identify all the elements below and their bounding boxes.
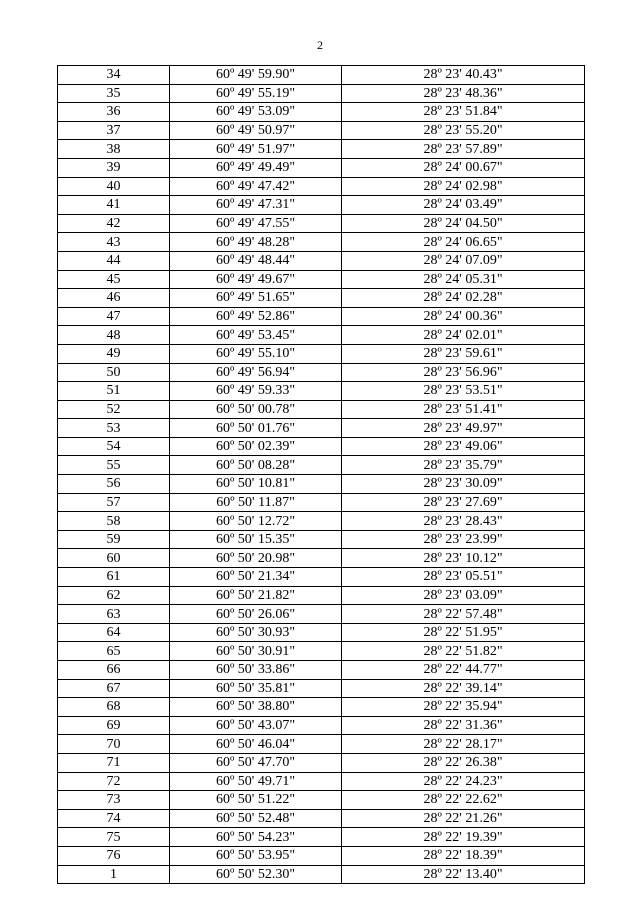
latitude-cell: 60º 49' 47.42" <box>170 177 342 196</box>
table-row <box>58 791 585 810</box>
table-row <box>58 400 585 419</box>
point-number-cell: 67 <box>58 679 170 698</box>
longitude-cell: 28º 23' 53.51" <box>342 382 585 401</box>
point-number-cell: 62 <box>58 586 170 605</box>
table-row <box>58 84 585 103</box>
point-number-cell: 70 <box>58 735 170 754</box>
point-number-cell: 74 <box>58 809 170 828</box>
latitude-cell: 60º 50' 12.72" <box>170 512 342 531</box>
latitude-cell: 60º 50' 51.22" <box>170 791 342 810</box>
table-row <box>58 512 585 531</box>
table-row <box>58 568 585 587</box>
longitude-cell: 28º 22' 22.62" <box>342 791 585 810</box>
latitude-cell: 60º 50' 26.06" <box>170 605 342 624</box>
point-number-cell: 41 <box>58 196 170 215</box>
longitude-cell: 28º 24' 04.50" <box>342 214 585 233</box>
point-number-cell: 36 <box>58 103 170 122</box>
latitude-cell: 60º 50' 20.98" <box>170 549 342 568</box>
table-row <box>58 846 585 865</box>
latitude-cell: 60º 50' 00.78" <box>170 400 342 419</box>
longitude-cell: 28º 24' 00.36" <box>342 307 585 326</box>
table-row <box>58 679 585 698</box>
table-row <box>58 605 585 624</box>
latitude-cell: 60º 50' 46.04" <box>170 735 342 754</box>
latitude-cell: 60º 50' 11.87" <box>170 493 342 512</box>
point-number-cell: 38 <box>58 140 170 159</box>
point-number-cell: 57 <box>58 493 170 512</box>
longitude-cell: 28º 22' 21.26" <box>342 809 585 828</box>
table-row <box>58 419 585 438</box>
latitude-cell: 60º 50' 47.70" <box>170 753 342 772</box>
longitude-cell: 28º 22' 39.14" <box>342 679 585 698</box>
longitude-cell: 28º 22' 57.48" <box>342 605 585 624</box>
longitude-cell: 28º 23' 10.12" <box>342 549 585 568</box>
latitude-cell: 60º 50' 52.30" <box>170 865 342 884</box>
longitude-cell: 28º 23' 40.43" <box>342 66 585 85</box>
table-row <box>58 121 585 140</box>
latitude-cell: 60º 50' 54.23" <box>170 828 342 847</box>
latitude-cell: 60º 50' 30.91" <box>170 642 342 661</box>
point-number-cell: 68 <box>58 698 170 717</box>
table-row <box>58 363 585 382</box>
latitude-cell: 60º 50' 33.86" <box>170 661 342 680</box>
longitude-cell: 28º 22' 51.82" <box>342 642 585 661</box>
point-number-cell: 59 <box>58 530 170 549</box>
longitude-cell: 28º 22' 26.38" <box>342 753 585 772</box>
table-row <box>58 586 585 605</box>
point-number-cell: 64 <box>58 623 170 642</box>
point-number-cell: 43 <box>58 233 170 252</box>
table-row <box>58 623 585 642</box>
latitude-cell: 60º 50' 38.80" <box>170 698 342 717</box>
point-number-cell: 63 <box>58 605 170 624</box>
table-row <box>58 233 585 252</box>
longitude-cell: 28º 23' 05.51" <box>342 568 585 587</box>
latitude-cell: 60º 50' 10.81" <box>170 475 342 494</box>
latitude-cell: 60º 49' 51.97" <box>170 140 342 159</box>
longitude-cell: 28º 23' 55.20" <box>342 121 585 140</box>
point-number-cell: 51 <box>58 382 170 401</box>
point-number-cell: 48 <box>58 326 170 345</box>
latitude-cell: 60º 50' 02.39" <box>170 437 342 456</box>
point-number-cell: 44 <box>58 251 170 270</box>
point-number-cell: 47 <box>58 307 170 326</box>
table-row <box>58 865 585 884</box>
point-number-cell: 1 <box>58 865 170 884</box>
point-number-cell: 58 <box>58 512 170 531</box>
longitude-cell: 28º 24' 02.28" <box>342 289 585 308</box>
table-row <box>58 140 585 159</box>
longitude-cell: 28º 24' 05.31" <box>342 270 585 289</box>
longitude-cell: 28º 22' 18.39" <box>342 846 585 865</box>
table-row <box>58 753 585 772</box>
point-number-cell: 49 <box>58 344 170 363</box>
point-number-cell: 56 <box>58 475 170 494</box>
point-number-cell: 69 <box>58 716 170 735</box>
table-row <box>58 716 585 735</box>
latitude-cell: 60º 49' 55.19" <box>170 84 342 103</box>
table-row <box>58 809 585 828</box>
table-row <box>58 456 585 475</box>
table-row <box>58 530 585 549</box>
latitude-cell: 60º 49' 48.44" <box>170 251 342 270</box>
table-row <box>58 270 585 289</box>
point-number-cell: 35 <box>58 84 170 103</box>
longitude-cell: 28º 23' 30.09" <box>342 475 585 494</box>
point-number-cell: 61 <box>58 568 170 587</box>
table-row <box>58 735 585 754</box>
longitude-cell: 28º 22' 13.40" <box>342 865 585 884</box>
longitude-cell: 28º 22' 19.39" <box>342 828 585 847</box>
latitude-cell: 60º 49' 48.28" <box>170 233 342 252</box>
latitude-cell: 60º 50' 21.34" <box>170 568 342 587</box>
longitude-cell: 28º 22' 51.95" <box>342 623 585 642</box>
point-number-cell: 72 <box>58 772 170 791</box>
longitude-cell: 28º 23' 48.36" <box>342 84 585 103</box>
table-row <box>58 698 585 717</box>
table-row <box>58 177 585 196</box>
latitude-cell: 60º 50' 53.95" <box>170 846 342 865</box>
latitude-cell: 60º 50' 43.07" <box>170 716 342 735</box>
longitude-cell: 28º 22' 28.17" <box>342 735 585 754</box>
table-row <box>58 828 585 847</box>
point-number-cell: 40 <box>58 177 170 196</box>
longitude-cell: 28º 23' 51.84" <box>342 103 585 122</box>
table-row <box>58 326 585 345</box>
latitude-cell: 60º 49' 59.90" <box>170 66 342 85</box>
latitude-cell: 60º 50' 30.93" <box>170 623 342 642</box>
latitude-cell: 60º 49' 56.94" <box>170 363 342 382</box>
table-row <box>58 382 585 401</box>
point-number-cell: 76 <box>58 846 170 865</box>
table-row <box>58 289 585 308</box>
longitude-cell: 28º 24' 06.65" <box>342 233 585 252</box>
longitude-cell: 28º 23' 35.79" <box>342 456 585 475</box>
longitude-cell: 28º 23' 03.09" <box>342 586 585 605</box>
longitude-cell: 28º 22' 24.23" <box>342 772 585 791</box>
latitude-cell: 60º 49' 55.10" <box>170 344 342 363</box>
latitude-cell: 60º 50' 21.82" <box>170 586 342 605</box>
latitude-cell: 60º 50' 35.81" <box>170 679 342 698</box>
latitude-cell: 60º 50' 01.76" <box>170 419 342 438</box>
latitude-cell: 60º 50' 15.35" <box>170 530 342 549</box>
latitude-cell: 60º 49' 49.67" <box>170 270 342 289</box>
longitude-cell: 28º 23' 49.06" <box>342 437 585 456</box>
longitude-cell: 28º 23' 56.96" <box>342 363 585 382</box>
point-number-cell: 45 <box>58 270 170 289</box>
point-number-cell: 75 <box>58 828 170 847</box>
latitude-cell: 60º 49' 52.86" <box>170 307 342 326</box>
latitude-cell: 60º 49' 53.45" <box>170 326 342 345</box>
latitude-cell: 60º 49' 49.49" <box>170 158 342 177</box>
table-row <box>58 344 585 363</box>
point-number-cell: 55 <box>58 456 170 475</box>
longitude-cell: 28º 24' 02.01" <box>342 326 585 345</box>
latitude-cell: 60º 50' 52.48" <box>170 809 342 828</box>
point-number-cell: 42 <box>58 214 170 233</box>
table-row <box>58 475 585 494</box>
table-row <box>58 437 585 456</box>
latitude-cell: 60º 49' 47.31" <box>170 196 342 215</box>
longitude-cell: 28º 24' 07.09" <box>342 251 585 270</box>
latitude-cell: 60º 50' 08.28" <box>170 456 342 475</box>
longitude-cell: 28º 22' 35.94" <box>342 698 585 717</box>
table-row <box>58 493 585 512</box>
point-number-cell: 37 <box>58 121 170 140</box>
table-row <box>58 103 585 122</box>
point-number-cell: 66 <box>58 661 170 680</box>
longitude-cell: 28º 23' 59.61" <box>342 344 585 363</box>
table-row <box>58 772 585 791</box>
longitude-cell: 28º 23' 57.89" <box>342 140 585 159</box>
page-number: 2 <box>317 38 323 52</box>
coordinates-table <box>57 65 585 884</box>
longitude-cell: 28º 23' 51.41" <box>342 400 585 419</box>
point-number-cell: 73 <box>58 791 170 810</box>
latitude-cell: 60º 49' 51.65" <box>170 289 342 308</box>
longitude-cell: 28º 24' 00.67" <box>342 158 585 177</box>
table-row <box>58 549 585 568</box>
point-number-cell: 71 <box>58 753 170 772</box>
latitude-cell: 60º 49' 47.55" <box>170 214 342 233</box>
longitude-cell: 28º 23' 23.99" <box>342 530 585 549</box>
table-row <box>58 158 585 177</box>
latitude-cell: 60º 50' 49.71" <box>170 772 342 791</box>
table-row <box>58 642 585 661</box>
longitude-cell: 28º 22' 44.77" <box>342 661 585 680</box>
point-number-cell: 34 <box>58 66 170 85</box>
latitude-cell: 60º 49' 59.33" <box>170 382 342 401</box>
table-row <box>58 214 585 233</box>
longitude-cell: 28º 23' 28.43" <box>342 512 585 531</box>
point-number-cell: 54 <box>58 437 170 456</box>
longitude-cell: 28º 24' 02.98" <box>342 177 585 196</box>
latitude-cell: 60º 49' 53.09" <box>170 103 342 122</box>
longitude-cell: 28º 23' 27.69" <box>342 493 585 512</box>
longitude-cell: 28º 23' 49.97" <box>342 419 585 438</box>
longitude-cell: 28º 24' 03.49" <box>342 196 585 215</box>
point-number-cell: 39 <box>58 158 170 177</box>
point-number-cell: 50 <box>58 363 170 382</box>
longitude-cell: 28º 22' 31.36" <box>342 716 585 735</box>
point-number-cell: 46 <box>58 289 170 308</box>
point-number-cell: 52 <box>58 400 170 419</box>
point-number-cell: 53 <box>58 419 170 438</box>
table-row <box>58 251 585 270</box>
coordinates-table-body <box>58 66 585 884</box>
point-number-cell: 65 <box>58 642 170 661</box>
table-row <box>58 661 585 680</box>
table-row <box>58 307 585 326</box>
table-row <box>58 196 585 215</box>
point-number-cell: 60 <box>58 549 170 568</box>
latitude-cell: 60º 49' 50.97" <box>170 121 342 140</box>
table-row <box>58 66 585 85</box>
